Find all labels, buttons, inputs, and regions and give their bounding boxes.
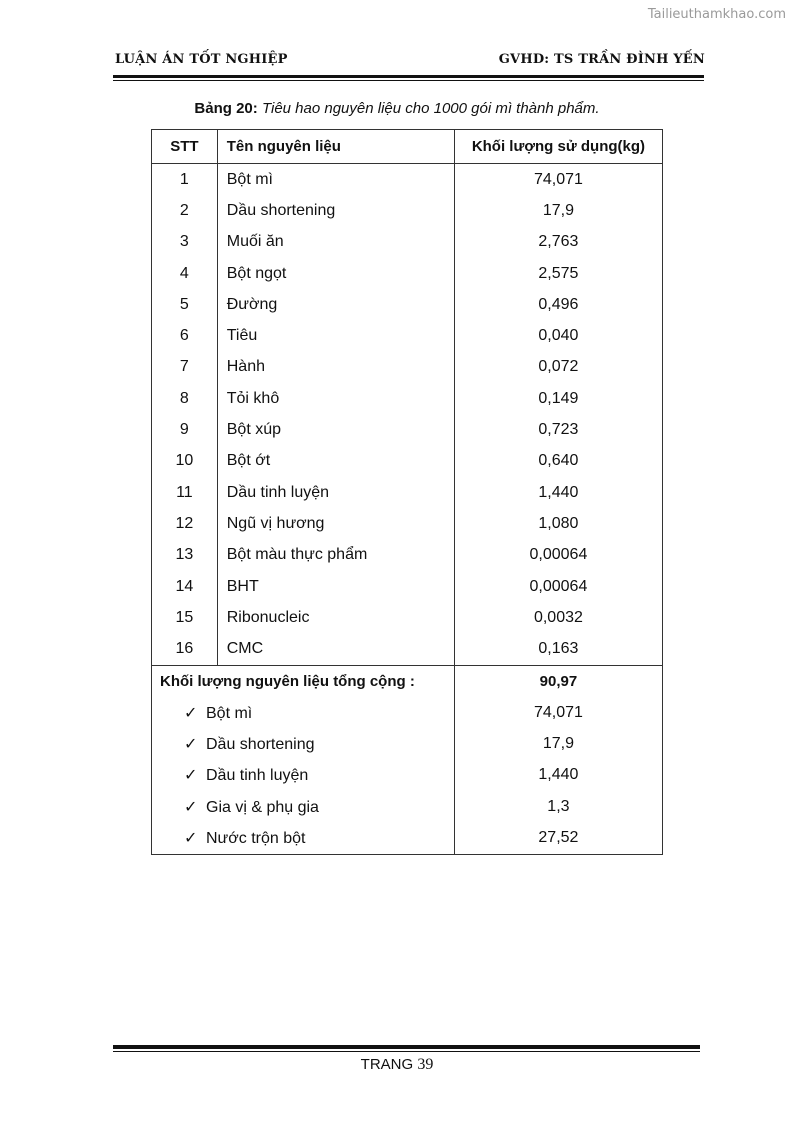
cell-stt: 5 bbox=[152, 289, 218, 320]
footer-divider-thin bbox=[113, 1051, 700, 1052]
cell-stt: 16 bbox=[152, 633, 218, 665]
summary-name: Dầu shortening bbox=[206, 735, 315, 753]
summary-name: Nước trộn bột bbox=[206, 829, 306, 847]
summary-item bbox=[152, 728, 455, 759]
cell-mass: 0,723 bbox=[538, 421, 579, 439]
cell-stt: 2 bbox=[152, 195, 218, 226]
cell-name: Muối ăn bbox=[217, 227, 454, 258]
cell-name: Dầu shortening bbox=[217, 195, 454, 226]
checkmark-icon: ✓ bbox=[184, 704, 198, 722]
checkmark-icon: ✓ bbox=[184, 798, 198, 816]
total-value: 90,97 bbox=[454, 665, 662, 697]
summary-row bbox=[152, 791, 663, 822]
caption-text: Tiêu hao nguyên liệu cho 1000 gói mì thành phẩm. bbox=[261, 100, 600, 117]
cell-mass: 0,149 bbox=[538, 389, 579, 407]
summary-row bbox=[152, 728, 663, 759]
summary-item bbox=[152, 760, 455, 791]
cell-stt: 3 bbox=[152, 227, 218, 258]
ingredient-table bbox=[151, 129, 663, 855]
table-row bbox=[152, 258, 663, 289]
table-row bbox=[152, 571, 663, 602]
table-row bbox=[152, 289, 663, 320]
cell-name: BHT bbox=[217, 571, 454, 602]
summary-row bbox=[152, 697, 663, 728]
cell-stt: 10 bbox=[152, 446, 218, 477]
summary-item bbox=[152, 822, 455, 854]
summary-name: Dầu tinh luyện bbox=[206, 767, 309, 785]
cell-name: Tiêu bbox=[217, 320, 454, 351]
cell-mass: 17,9 bbox=[542, 201, 574, 219]
cell-mass: 1,080 bbox=[538, 514, 579, 532]
cell-mass: 2,575 bbox=[538, 264, 579, 282]
cell-stt: 13 bbox=[152, 540, 218, 571]
cell-name: Bột màu thực phẩm bbox=[217, 540, 454, 571]
checkmark-icon: ✓ bbox=[184, 829, 198, 847]
cell-name: Bột ngọt bbox=[217, 258, 454, 289]
cell-mass: 0,0032 bbox=[533, 608, 583, 626]
summary-value: 27,52 bbox=[538, 828, 579, 846]
cell-mass: 0,040 bbox=[538, 327, 579, 345]
cell-name: CMC bbox=[217, 633, 454, 665]
summary-value: 74,071 bbox=[533, 703, 583, 721]
cell-mass: 0,163 bbox=[538, 640, 579, 658]
cell-mass: 0,640 bbox=[538, 452, 579, 470]
cell-name: Đường bbox=[217, 289, 454, 320]
table-header-row bbox=[152, 130, 663, 164]
table-row bbox=[152, 164, 663, 196]
cell-stt: 1 bbox=[152, 164, 218, 196]
summary-item bbox=[152, 697, 455, 728]
cell-name: Tỏi khô bbox=[217, 383, 454, 414]
summary-value: 1,3 bbox=[547, 797, 570, 815]
cell-mass: 1,440 bbox=[538, 483, 579, 501]
table-row bbox=[152, 383, 663, 414]
cell-name: Bột mì bbox=[217, 164, 454, 196]
cell-stt: 6 bbox=[152, 320, 218, 351]
cell-name: Ngũ vị hương bbox=[217, 508, 454, 539]
cell-mass: 0,496 bbox=[538, 295, 579, 313]
table-row bbox=[152, 414, 663, 445]
cell-name: Hành bbox=[217, 352, 454, 383]
footer-divider bbox=[113, 1045, 700, 1049]
summary-value: 17,9 bbox=[542, 734, 574, 752]
checkmark-icon: ✓ bbox=[184, 735, 198, 753]
table-row bbox=[152, 540, 663, 571]
table-caption bbox=[0, 100, 794, 117]
cell-mass: 0,072 bbox=[538, 358, 579, 376]
table-row bbox=[152, 477, 663, 508]
summary-row bbox=[152, 760, 663, 791]
table-row bbox=[152, 602, 663, 633]
summary-row bbox=[152, 822, 663, 854]
page-header bbox=[115, 52, 705, 72]
cell-stt: 15 bbox=[152, 602, 218, 633]
cell-mass: 0,00064 bbox=[529, 546, 588, 564]
page-number: 39 bbox=[417, 1056, 434, 1073]
cell-name: Ribonucleic bbox=[217, 602, 454, 633]
summary-name: Bột mì bbox=[206, 704, 253, 722]
table-row bbox=[152, 195, 663, 226]
cell-mass: 0,00064 bbox=[529, 577, 588, 595]
cell-stt: 7 bbox=[152, 352, 218, 383]
cell-stt: 11 bbox=[152, 477, 218, 508]
caption-label: Bảng 20: bbox=[194, 100, 258, 117]
total-row bbox=[152, 665, 663, 697]
cell-stt: 14 bbox=[152, 571, 218, 602]
page-footer bbox=[0, 1056, 794, 1074]
table-row bbox=[152, 320, 663, 351]
summary-name: Gia vị & phụ gia bbox=[206, 798, 319, 816]
cell-stt: 12 bbox=[152, 508, 218, 539]
summary-item bbox=[152, 791, 455, 822]
checkmark-icon: ✓ bbox=[184, 767, 198, 785]
header-divider-thin bbox=[113, 80, 704, 81]
cell-stt: 8 bbox=[152, 383, 218, 414]
table-row bbox=[152, 508, 663, 539]
cell-name: Dầu tinh luyện bbox=[217, 477, 454, 508]
table-row bbox=[152, 227, 663, 258]
summary-value: 1,440 bbox=[538, 766, 579, 784]
cell-name: Bột ớt bbox=[217, 446, 454, 477]
cell-name: Bột xúp bbox=[217, 414, 454, 445]
header-title: LUẬN ÁN TỐT NGHIỆP bbox=[115, 52, 288, 67]
header-stt: STT bbox=[152, 130, 218, 164]
header-advisor: GVHD: TS TRẦN ĐÌNH YẾN bbox=[498, 52, 705, 67]
cell-stt: 9 bbox=[152, 414, 218, 445]
total-label: Khối lượng nguyên liệu tổng cộng : bbox=[152, 665, 455, 697]
watermark: Tailieuthamkhao.com bbox=[647, 7, 786, 22]
cell-mass: 74,071 bbox=[533, 170, 583, 188]
cell-mass: 2,763 bbox=[538, 233, 579, 251]
footer-label: TRANG bbox=[360, 1056, 414, 1073]
table-row bbox=[152, 446, 663, 477]
table-row bbox=[152, 633, 663, 665]
table-row bbox=[152, 352, 663, 383]
header-mass: Khối lượng sử dụng(kg) bbox=[454, 130, 662, 164]
header-divider bbox=[113, 75, 704, 78]
header-name: Tên nguyên liệu bbox=[217, 130, 454, 164]
cell-stt: 4 bbox=[152, 258, 218, 289]
